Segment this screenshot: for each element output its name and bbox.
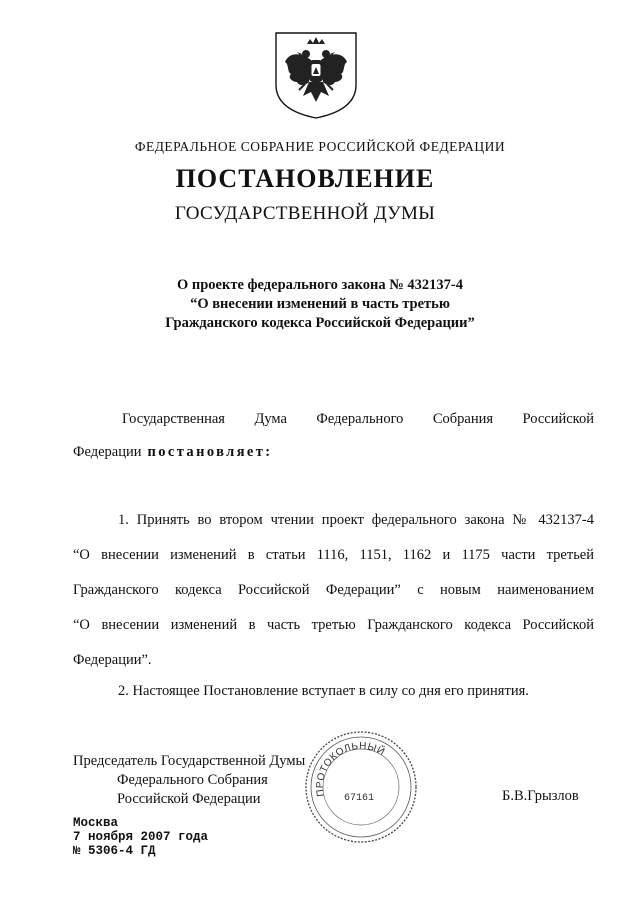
document-subject — [140, 276, 500, 333]
subject-line: О проекте федерального закона № 432137-4 — [176, 277, 464, 293]
svg-text:ПРОТОКОЛЬНЫЙ — [315, 741, 388, 797]
stamp-number: 67161 — [344, 793, 375, 804]
document-type: ПОСТАНОВЛЕНИЕ — [175, 164, 435, 193]
russian-coat-of-arms-icon — [273, 30, 359, 120]
stamp-text: ПРОТОКОЛЬНЫЙ — [314, 740, 387, 798]
document-footer — [73, 816, 208, 858]
signatory-title-line: Председатель Государственной Думы — [73, 753, 306, 769]
subject-line: Гражданского кодекса Российской Федерации” — [165, 315, 475, 331]
preamble-subject: Федерации — [73, 444, 142, 460]
signatory-title-line: Российской Федерации — [117, 791, 261, 807]
item-line: Федерации”. — [73, 652, 152, 668]
footer-date: 7 ноября 2007 года — [73, 830, 209, 844]
item-line: “О внесении изменений в часть третью Гражданского кодекса Российской — [73, 617, 594, 633]
preamble-line: Государственная Дума Федерального Собрания Российской — [122, 411, 594, 427]
item-line: Гражданского кодекса Российской Федерации” с новым наименованием — [73, 582, 594, 598]
resolution-item-1 — [73, 512, 594, 687]
subject-line: “О внесении изменений в часть третью — [190, 296, 450, 312]
preamble-line — [73, 444, 273, 461]
footer-number: № 5306-4 ГД — [73, 844, 156, 858]
assembly-name: ФЕДЕРАЛЬНОЕ СОБРАНИЕ РОССИЙСКОЙ ФЕДЕРАЦИИ — [134, 139, 506, 154]
signatory-title — [73, 752, 305, 809]
preamble-action: постановляет: — [147, 444, 273, 460]
item-line: “О внесении изменений в статьи 1116, 1151, 1162 и 1175 части третьей — [73, 547, 594, 563]
issuer-name: ГОСУДАРСТВЕННОЙ ДУМЫ — [174, 203, 436, 224]
footer-place: Москва — [73, 816, 119, 830]
official-stamp — [302, 728, 420, 846]
signatory-name: Б.В.Грызлов — [502, 788, 579, 804]
signatory-title-line: Федерального Собрания — [117, 772, 268, 788]
resolution-item-2: 2. Настоящее Постановление вступает в силу со дня его принятия. — [118, 683, 529, 699]
item-line: 1. Принять во втором чтении проект федерального закона № 432137-4 — [118, 512, 594, 528]
